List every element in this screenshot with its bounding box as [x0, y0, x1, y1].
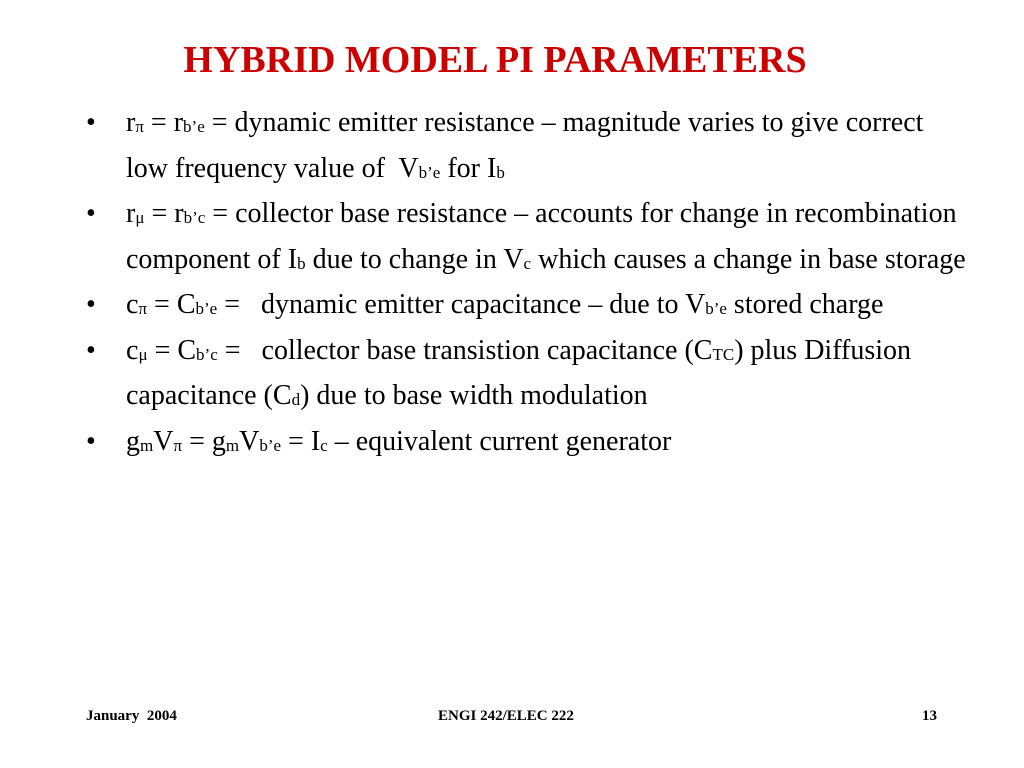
- footer-date: January 2004: [86, 708, 177, 724]
- bullet-item: [86, 330, 966, 421]
- subscript: π: [135, 117, 144, 136]
- subscript: m: [140, 435, 154, 455]
- text-run: V: [153, 425, 174, 457]
- subscript: b’e: [195, 299, 218, 318]
- text-run: r: [126, 198, 136, 229]
- bullet-marker: •: [86, 107, 96, 138]
- bullet-item: [86, 421, 966, 467]
- text-run: = r: [143, 107, 184, 138]
- text-run: = dynamic emitter capacitance – due to V: [217, 289, 706, 320]
- subscript: m: [225, 435, 240, 455]
- text-run: stored charge: [726, 289, 884, 320]
- text-run: = collector base transistion capacitance (C: [217, 334, 713, 366]
- subscript: b’e: [259, 435, 282, 455]
- text-run: = g: [182, 425, 226, 457]
- text-run: for I: [440, 152, 497, 184]
- text-run: = C: [147, 289, 196, 320]
- subscript: b’c: [196, 344, 218, 364]
- text-run: due to change in V: [305, 243, 524, 275]
- text-run: r: [126, 107, 136, 138]
- text-run: = dynamic emitter resistance – magnitude varies to give correct low frequency value of V: [126, 107, 931, 184]
- subscript: b’e: [418, 162, 441, 182]
- text-run: = collector base resistance – accounts for change in recombination component of I: [126, 198, 964, 275]
- text-run: = C: [147, 334, 197, 366]
- text-run: which causes a change in base storage: [531, 243, 966, 275]
- bullet-marker: •: [86, 334, 96, 366]
- text-run: ) plus Diffusion capacitance (C: [126, 334, 919, 411]
- subscript: π: [173, 435, 183, 455]
- subscript: TC: [712, 344, 735, 364]
- bullet-text: [126, 289, 883, 320]
- bullet-item: [86, 193, 966, 284]
- subscript: b’c: [183, 208, 206, 227]
- footer-page-number: 13: [922, 708, 937, 724]
- bullet-text: [126, 335, 918, 412]
- subscript: c: [523, 253, 532, 273]
- slide-title: HYBRID MODEL PI PARAMETERS: [183, 39, 807, 81]
- bullet-text: [126, 107, 930, 184]
- text-run: = I: [281, 425, 321, 457]
- subscript: b: [297, 253, 306, 273]
- text-run: ) due to base width modulation: [300, 380, 648, 411]
- bullet-text: [126, 198, 966, 275]
- bullet-item: [86, 284, 966, 330]
- bullet-text: [126, 426, 671, 457]
- subscript: μ: [138, 344, 148, 364]
- text-run: – equivalent current generator: [327, 425, 672, 457]
- bullet-list: [86, 102, 966, 466]
- bullet-item: [86, 102, 966, 193]
- text-run: g: [126, 425, 140, 457]
- bullet-marker: •: [86, 425, 96, 457]
- text-run: = r: [144, 198, 184, 229]
- subscript: π: [138, 299, 148, 318]
- subscript: d: [291, 390, 301, 409]
- bullet-marker: •: [86, 198, 96, 229]
- bullet-marker: •: [86, 289, 96, 320]
- subscript: b: [496, 162, 505, 182]
- subscript: b’e: [183, 117, 205, 136]
- text-run: c: [126, 334, 139, 366]
- subscript: c: [320, 435, 328, 455]
- text-run: V: [239, 425, 260, 457]
- footer-course: ENGI 242/ELEC 222: [438, 708, 574, 724]
- text-run: c: [126, 289, 139, 320]
- subscript: b’e: [705, 299, 727, 318]
- subscript: μ: [135, 208, 145, 227]
